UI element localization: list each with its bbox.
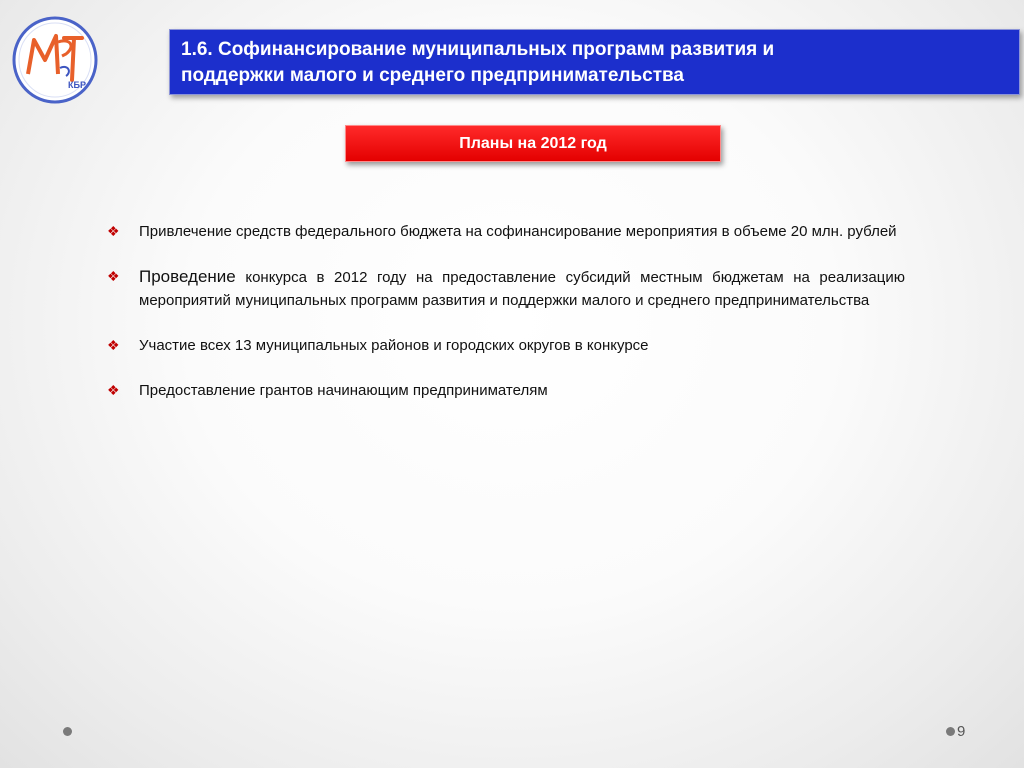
- slide-title: [169, 29, 1020, 95]
- logo-text: КБР: [68, 80, 86, 90]
- decorative-dot-right: [946, 727, 955, 736]
- page-number: 9: [957, 723, 966, 740]
- slide-title-line-2: поддержки малого и среднего предпринимательства: [181, 65, 684, 86]
- bullet-text: конкурса в 2012 году на предоставление субсидий местным бюджетам на реализацию мероприятий муниципальных программ развития и поддержки малого и среднего предпринимательства: [139, 269, 905, 309]
- bullet-item: [107, 220, 905, 243]
- bullet-item: [107, 334, 905, 357]
- bullet-lead-word: Проведение: [139, 267, 236, 286]
- decorative-dot-left: [63, 727, 72, 736]
- plans-banner-label: Планы на 2012 год: [459, 135, 607, 152]
- diamond-bullet-icon: ❖: [107, 382, 120, 398]
- diamond-bullet-icon: ❖: [107, 223, 120, 239]
- bullet-item: [107, 265, 905, 312]
- bullet-item: [107, 379, 905, 402]
- bullet-text: Предоставление грантов начинающим предпринимателям: [139, 382, 548, 399]
- organization-logo: [12, 16, 98, 104]
- plans-banner: [345, 125, 721, 162]
- diamond-bullet-icon: ❖: [107, 337, 120, 353]
- bullet-list: [107, 220, 905, 402]
- bullet-text: Участие всех 13 муниципальных районов и городских округов в конкурсе: [139, 337, 649, 354]
- slide-title-line-1: 1.6. Софинансирование муниципальных программ развития и: [181, 39, 775, 60]
- bullet-text: Привлечение средств федерального бюджета на софинансирование мероприятия в объеме 20 млн. рублей: [139, 223, 897, 240]
- diamond-bullet-icon: ❖: [107, 268, 120, 284]
